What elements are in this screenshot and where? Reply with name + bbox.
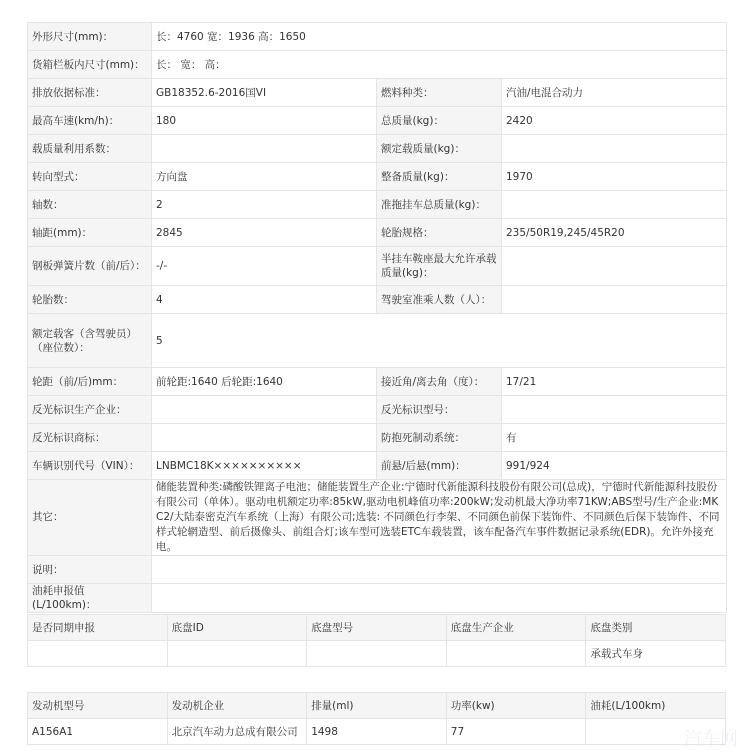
spec-value: GB18352.6-2016国VI <box>152 79 377 107</box>
engine-column-header: 发动机型号 <box>28 693 168 719</box>
spec-row <box>28 286 727 314</box>
engine-cell: 1498 <box>307 719 447 745</box>
spec-value: 2420 <box>502 107 727 135</box>
spec-label: 其它： <box>28 480 152 556</box>
spec-row <box>28 584 727 613</box>
chassis-column-header: 是否同期申报 <box>28 615 168 641</box>
engine-column-header: 排量(ml) <box>307 693 447 719</box>
engine-cell: 北京汽车动力总成有限公司 <box>167 719 307 745</box>
spec-label: 额定载客（含驾驶员）（座位数）： <box>28 314 152 368</box>
spec-label: 车辆识别代号（VIN）： <box>28 452 152 480</box>
spec-row <box>28 396 727 424</box>
spec-value: 1970 <box>502 163 727 191</box>
spec-value: LNBMC18K×××××××××× <box>152 452 377 480</box>
spec-value: 长：4760 宽：1936 高：1650 <box>152 23 727 51</box>
spec-label: 轮距（前/后)mm： <box>28 368 152 396</box>
spec-row <box>28 247 727 286</box>
spec-value <box>502 247 727 286</box>
spec-value: 方向盘 <box>152 163 377 191</box>
engine-column-header: 发动机企业 <box>167 693 307 719</box>
spec-row <box>28 107 727 135</box>
spec-label: 反光标识生产企业： <box>28 396 152 424</box>
spec-row <box>28 314 727 368</box>
spec-value: 17/21 <box>502 368 727 396</box>
chassis-column-header: 底盘ID <box>167 615 307 641</box>
spec-value: 2 <box>152 191 377 219</box>
spec-value: 汽油/电混合动力 <box>502 79 727 107</box>
chassis-data-row <box>28 641 726 667</box>
spec-value: 储能装置种类:磷酸铁锂离子电池；储能装置生产企业:宁德时代新能源科技股份有限公司(总成)，宁德时代新能源科技股份有限公司（单体）。驱动电机额定功率:85kW,驱动电机峰值功率:200kW;发动机最大净功率71KW;ABS型号/生产企业:MK C2/大陆泰密克汽车系统（上海）有限公司;选装: 不同颜色行李架、不同颜色前保下装饰件、不同颜色后保下装饰件、不同样式轮辋造型、前后摄像头、前组合灯;该车型可选装ETC车载装置，该车配备汽车事件数据记录系统(EDR)。允许外接充电。 <box>152 480 727 556</box>
chassis-cell <box>446 641 586 667</box>
chassis-table <box>27 614 726 667</box>
spec-row <box>28 480 727 556</box>
spec-label: 轮胎数： <box>28 286 152 314</box>
spec-value <box>502 191 727 219</box>
spec-value: -/- <box>152 247 377 286</box>
engine-cell: A156A1 <box>28 719 168 745</box>
vehicle-spec-sheet <box>27 22 726 613</box>
spec-label: 总质量(kg)： <box>377 107 502 135</box>
spec-table <box>27 22 727 613</box>
spec-label: 说明： <box>28 556 152 584</box>
spec-label: 载质量利用系数： <box>28 135 152 163</box>
spec-label: 轴数： <box>28 191 152 219</box>
spec-label: 反光标识商标： <box>28 424 152 452</box>
spec-label: 外形尺寸(mm)： <box>28 23 152 51</box>
spec-label: 最高车速(km/h)： <box>28 107 152 135</box>
chassis-column-header: 底盘型号 <box>307 615 447 641</box>
spec-row <box>28 163 727 191</box>
chassis-column-header: 底盘生产企业 <box>446 615 586 641</box>
spec-row <box>28 219 727 247</box>
spec-value: 4 <box>152 286 377 314</box>
chassis-cell: 承载式车身 <box>586 641 726 667</box>
spec-value <box>152 584 727 613</box>
spec-row <box>28 79 727 107</box>
spec-label: 半挂车鞍座最大允许承载质量(kg)： <box>377 247 502 286</box>
spec-row <box>28 556 727 584</box>
spec-row <box>28 452 727 480</box>
spec-label: 排放依据标准： <box>28 79 152 107</box>
engine-cell: 77 <box>446 719 586 745</box>
spec-value <box>152 424 377 452</box>
engine-table <box>27 692 726 745</box>
chassis-header-row <box>28 615 726 641</box>
chassis-cell <box>28 641 168 667</box>
spec-value: 235/50R19,245/45R20 <box>502 219 727 247</box>
spec-value: 前轮距:1640 后轮距:1640 <box>152 368 377 396</box>
spec-label: 货箱栏板内尺寸(mm)： <box>28 51 152 79</box>
spec-row <box>28 191 727 219</box>
chassis-column-header: 底盘类别 <box>586 615 726 641</box>
spec-label: 转向型式： <box>28 163 152 191</box>
spec-value: 2845 <box>152 219 377 247</box>
spec-row <box>28 368 727 396</box>
spec-value: 991/924 <box>502 452 727 480</box>
spec-label: 准拖挂车总质量(kg)： <box>377 191 502 219</box>
spec-row <box>28 424 727 452</box>
chassis-cell <box>307 641 447 667</box>
spec-value <box>152 396 377 424</box>
spec-value: 5 <box>152 314 727 368</box>
spec-label: 反光标识型号： <box>377 396 502 424</box>
spec-label: 驾驶室准乘人数（人）： <box>377 286 502 314</box>
spec-row <box>28 135 727 163</box>
spec-row <box>28 51 727 79</box>
spec-label: 钢板弹簧片数（前/后）： <box>28 247 152 286</box>
spec-value <box>152 556 727 584</box>
spec-value <box>502 286 727 314</box>
spec-value <box>502 396 727 424</box>
engine-column-header: 功率(kw) <box>446 693 586 719</box>
engine-data-row <box>28 719 726 745</box>
spec-label: 接近角/离去角（度）： <box>377 368 502 396</box>
spec-label: 前悬/后悬(mm)： <box>377 452 502 480</box>
spec-label: 防抱死制动系统： <box>377 424 502 452</box>
spec-label: 轴距(mm)： <box>28 219 152 247</box>
spec-label: 整备质量(kg)： <box>377 163 502 191</box>
engine-header-row <box>28 693 726 719</box>
spec-label: 油耗申报值(L/100km)： <box>28 584 152 613</box>
spec-value: 长： 宽： 高： <box>152 51 727 79</box>
spec-label: 额定载质量(kg)： <box>377 135 502 163</box>
spec-value: 有 <box>502 424 727 452</box>
spec-label: 轮胎规格： <box>377 219 502 247</box>
spec-value <box>502 135 727 163</box>
spec-row <box>28 23 727 51</box>
engine-column-header: 油耗(L/100km) <box>586 693 726 719</box>
watermark: 汽车网 <box>684 729 738 750</box>
chassis-cell <box>167 641 307 667</box>
spec-value <box>152 135 377 163</box>
spec-value: 180 <box>152 107 377 135</box>
spec-label: 燃料种类： <box>377 79 502 107</box>
